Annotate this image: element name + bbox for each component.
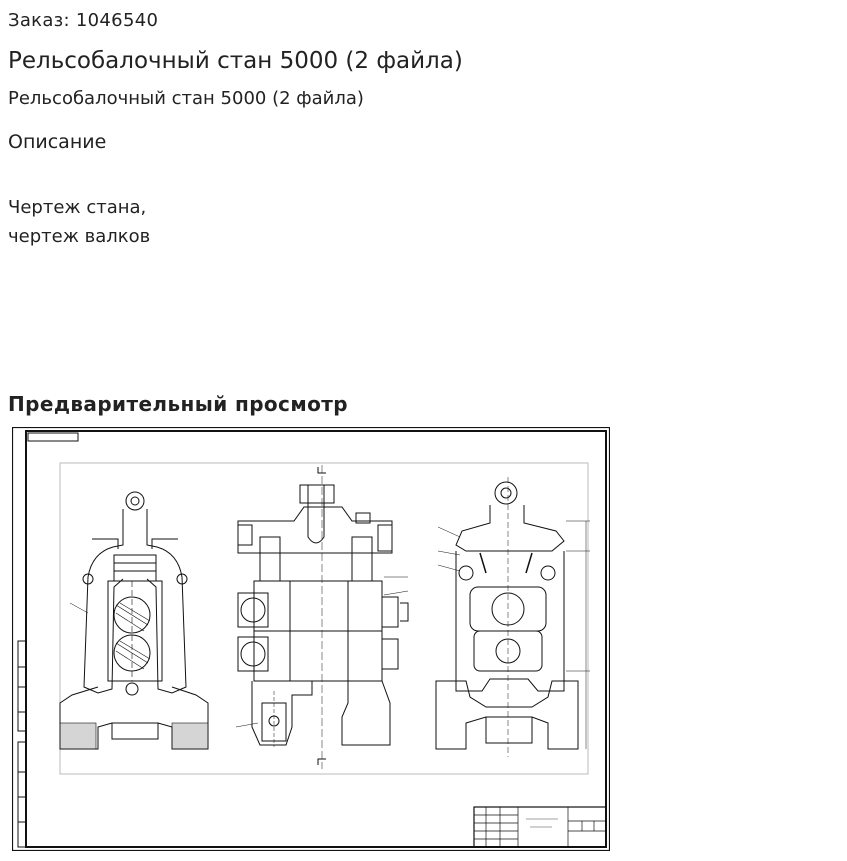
description-line: чертеж валков	[8, 226, 151, 247]
technical-drawing	[12, 427, 610, 851]
product-subtitle: Рельсобалочный стан 5000 (2 файла)	[8, 88, 364, 109]
center-view-drawing	[236, 465, 408, 769]
left-view-drawing	[60, 492, 208, 749]
preview-heading: Предварительный просмотр	[8, 392, 348, 416]
drawing-preview-image[interactable]	[12, 427, 610, 851]
description-heading: Описание	[8, 131, 107, 153]
description-text	[8, 193, 150, 251]
product-title: Рельсобалочный стан 5000 (2 файла)	[8, 48, 463, 74]
right-view-drawing	[436, 477, 590, 757]
title-block	[474, 807, 606, 847]
order-number: Заказ: 1046540	[8, 10, 159, 31]
description-line: Чертеж стана,	[8, 197, 147, 218]
